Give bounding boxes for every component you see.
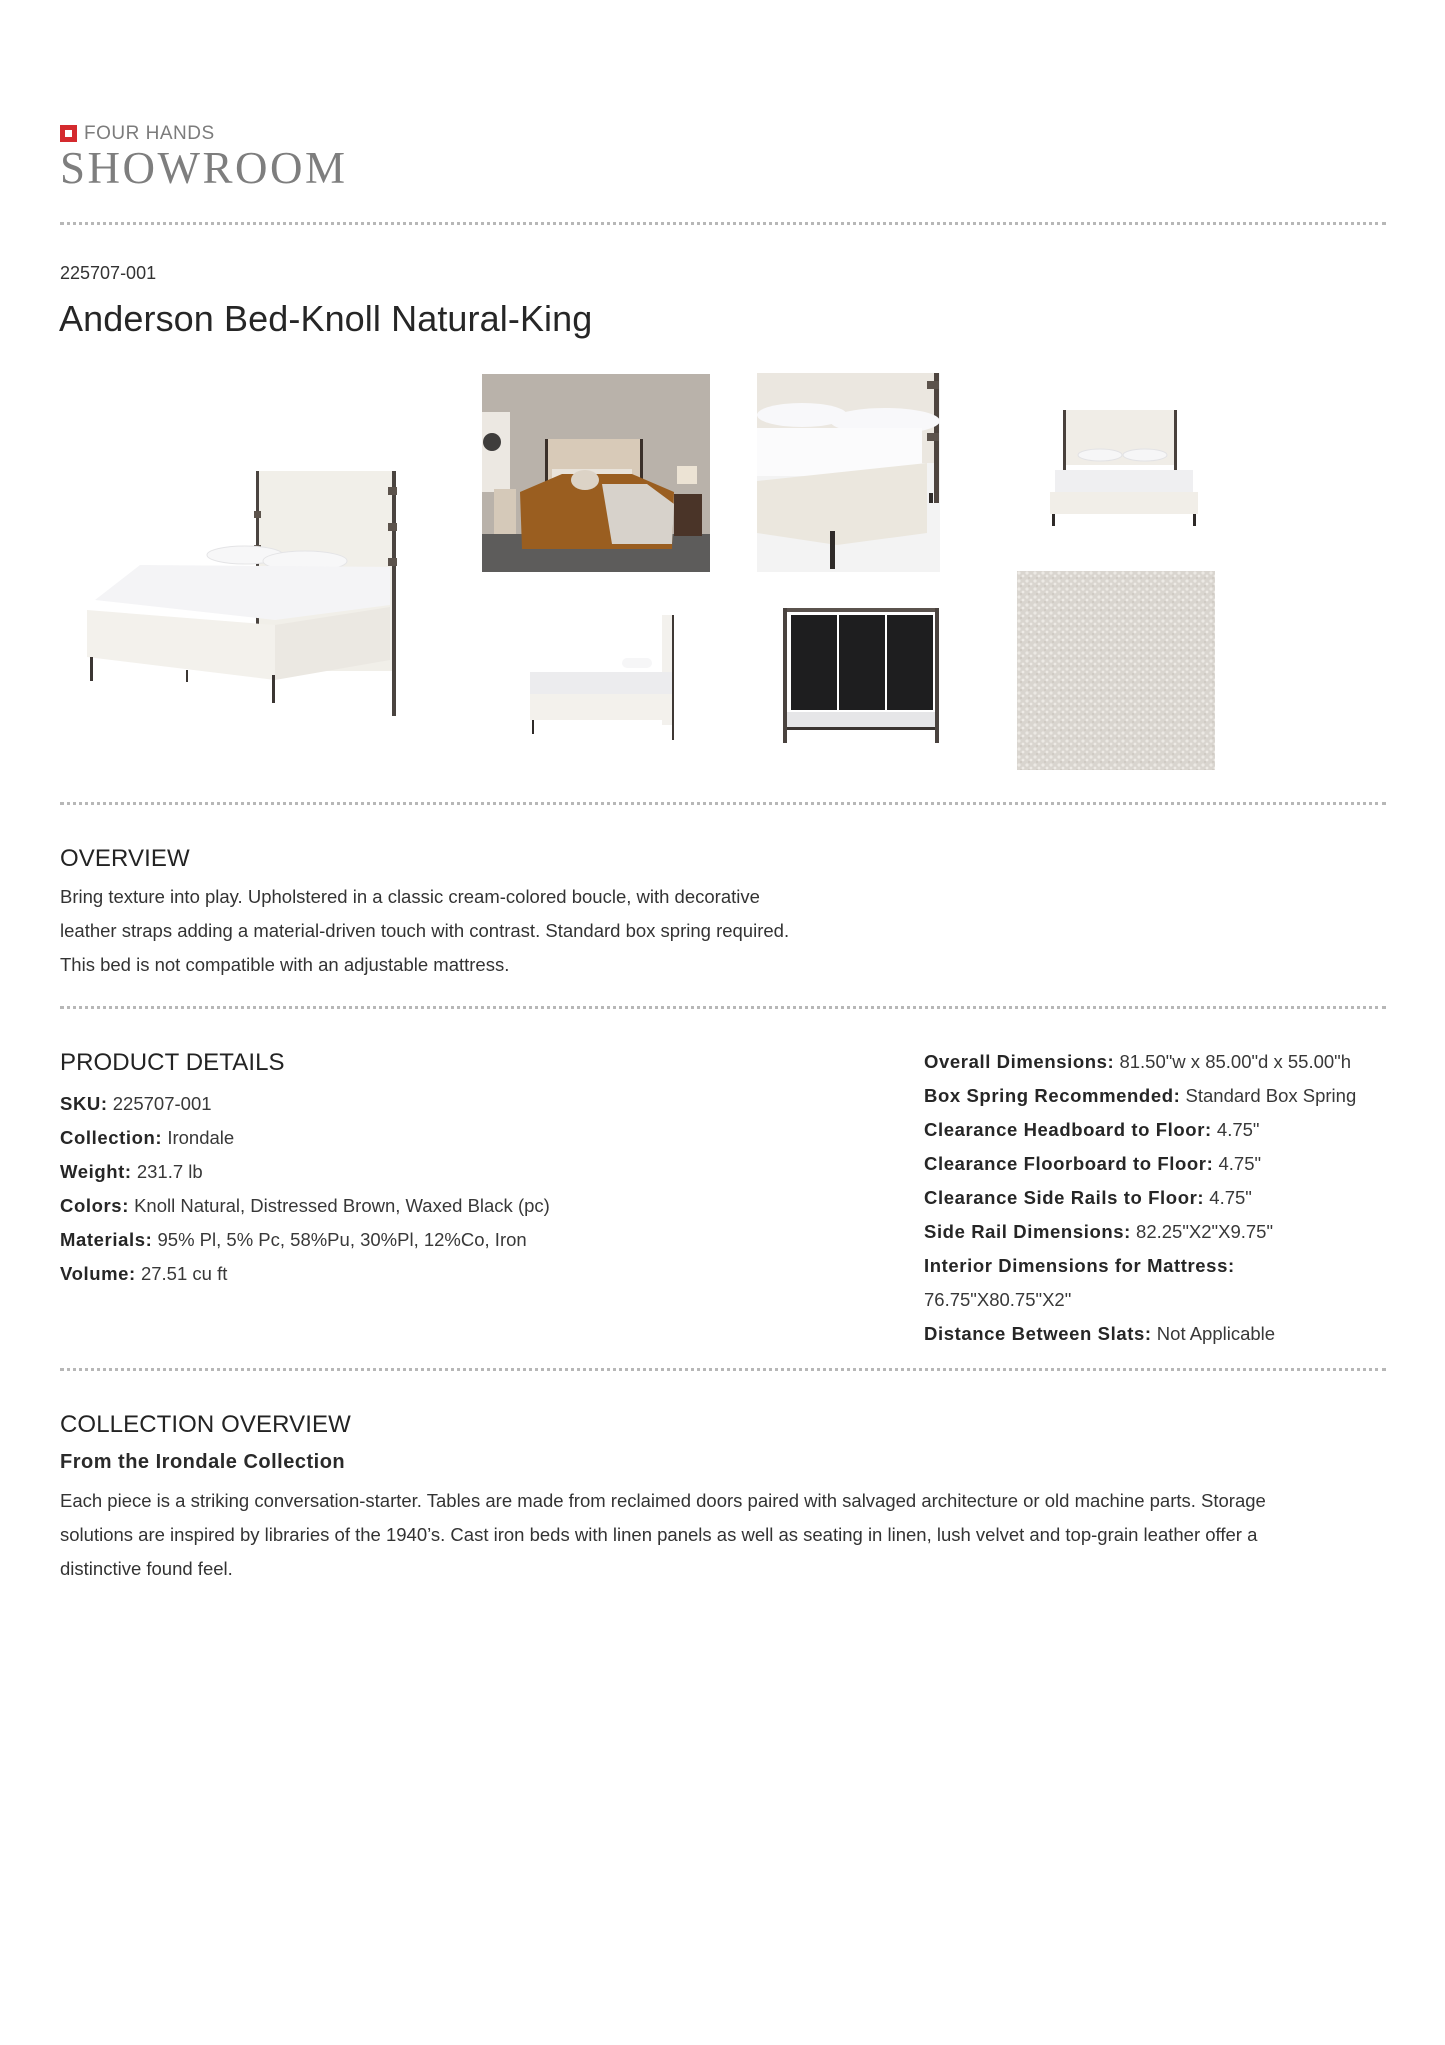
detail-row-slat-distance	[924, 1317, 1394, 1351]
detail-label: Collection:	[60, 1127, 163, 1148]
detail-row-colors	[60, 1189, 550, 1223]
overview-line: leather straps adding a material-driven touch with contrast. Standard box spring required.	[60, 920, 790, 941]
brand-name: FOUR HANDS	[84, 123, 215, 144]
detail-value: 225707-001	[112, 1093, 212, 1114]
detail-row-clearance-side-rails	[924, 1181, 1394, 1215]
overview-heading: OVERVIEW	[60, 845, 190, 872]
detail-label: Clearance Side Rails to Floor:	[924, 1187, 1205, 1208]
detail-label: Side Rail Dimensions:	[924, 1221, 1131, 1242]
details-right-column	[924, 1045, 1394, 1351]
detail-label: Clearance Floorboard to Floor:	[924, 1153, 1214, 1174]
detail-label: Clearance Headboard to Floor:	[924, 1119, 1212, 1140]
detail-value: 4.75"	[1218, 1153, 1262, 1174]
detail-row-sku	[60, 1087, 550, 1121]
gallery-image-front[interactable]	[1040, 405, 1216, 550]
detail-value: 4.75"	[1216, 1119, 1260, 1140]
brand-subtitle: SHOWROOM	[60, 143, 348, 193]
product-title: Anderson Bed-Knoll Natural-King	[59, 298, 593, 339]
detail-value: 4.75"	[1209, 1187, 1252, 1208]
brand-logo	[60, 124, 348, 191]
collection-line: solutions are inspired by libraries of the 1940’s. Cast iron beds with linen panels as well as seating in linen, lush velvet and top-grain leather offer a	[60, 1524, 1258, 1545]
detail-value: 76.75"X80.75"X2"	[924, 1289, 1072, 1310]
gallery-image-corner[interactable]	[757, 373, 940, 572]
detail-label: Colors:	[60, 1195, 129, 1216]
overview-line: Bring texture into play. Upholstered in a classic cream-colored boucle, with decorative	[60, 886, 760, 907]
collection-line: distinctive found feel.	[60, 1558, 233, 1579]
detail-row-clearance-headboard	[924, 1113, 1394, 1147]
detail-row-overall-dimensions	[924, 1045, 1394, 1079]
divider-overview	[60, 1006, 1386, 1009]
detail-label: Materials:	[60, 1229, 153, 1250]
detail-label: Weight:	[60, 1161, 132, 1182]
detail-label: Interior Dimensions for Mattress:	[924, 1255, 1235, 1276]
detail-row-interior-dimensions	[924, 1249, 1394, 1317]
gallery-image-side[interactable]	[512, 610, 687, 755]
detail-value: 82.25"X2"X9.75"	[1136, 1221, 1274, 1242]
detail-row-volume	[60, 1257, 550, 1291]
detail-row-collection	[60, 1121, 550, 1155]
detail-label: Distance Between Slats:	[924, 1323, 1152, 1344]
detail-label: Volume:	[60, 1263, 136, 1284]
collection-line: Each piece is a striking conversation-starter. Tables are made from reclaimed doors paired with salvaged architecture or old machine parts. Storage	[60, 1490, 1266, 1511]
detail-value: Knoll Natural, Distressed Brown, Waxed Black (pc)	[134, 1195, 550, 1216]
detail-value: Standard Box Spring	[1185, 1085, 1357, 1106]
detail-label: Overall Dimensions:	[924, 1051, 1115, 1072]
divider-header	[60, 222, 1386, 225]
detail-value: 27.51 cu ft	[140, 1263, 228, 1284]
detail-value: Irondale	[167, 1127, 235, 1148]
detail-value: Not Applicable	[1156, 1323, 1276, 1344]
detail-row-materials	[60, 1223, 550, 1257]
details-heading: PRODUCT DETAILS	[60, 1049, 285, 1076]
gallery-image-bedroom[interactable]	[482, 374, 710, 572]
detail-label: SKU:	[60, 1093, 108, 1114]
overview-line: This bed is not compatible with an adjustable mattress.	[60, 954, 510, 975]
gallery-image-main[interactable]	[60, 375, 445, 735]
detail-row-clearance-floorboard	[924, 1147, 1394, 1181]
divider-details	[60, 1368, 1386, 1371]
detail-row-box-spring	[924, 1079, 1394, 1113]
detail-label: Box Spring Recommended:	[924, 1085, 1181, 1106]
detail-value: 231.7 lb	[136, 1161, 203, 1182]
collection-subheading: From the Irondale Collection	[60, 1451, 346, 1473]
divider-gallery	[60, 802, 1386, 805]
brand-square-icon	[60, 125, 77, 142]
overview-text	[60, 880, 789, 982]
detail-row-side-rail-dimensions	[924, 1215, 1394, 1249]
gallery-image-swatch[interactable]	[1017, 571, 1215, 770]
collection-heading: COLLECTION OVERVIEW	[60, 1411, 351, 1438]
gallery-image-back[interactable]	[775, 600, 945, 750]
detail-value: 81.50"w x 85.00"d x 55.00"h	[1119, 1051, 1352, 1072]
collection-text	[60, 1484, 1390, 1586]
product-sku-header: 225707-001	[60, 263, 157, 283]
details-left-column	[60, 1087, 550, 1291]
detail-row-weight	[60, 1155, 550, 1189]
detail-value: 95% Pl, 5% Pc, 58%Pu, 30%Pl, 12%Co, Iron	[157, 1229, 527, 1250]
